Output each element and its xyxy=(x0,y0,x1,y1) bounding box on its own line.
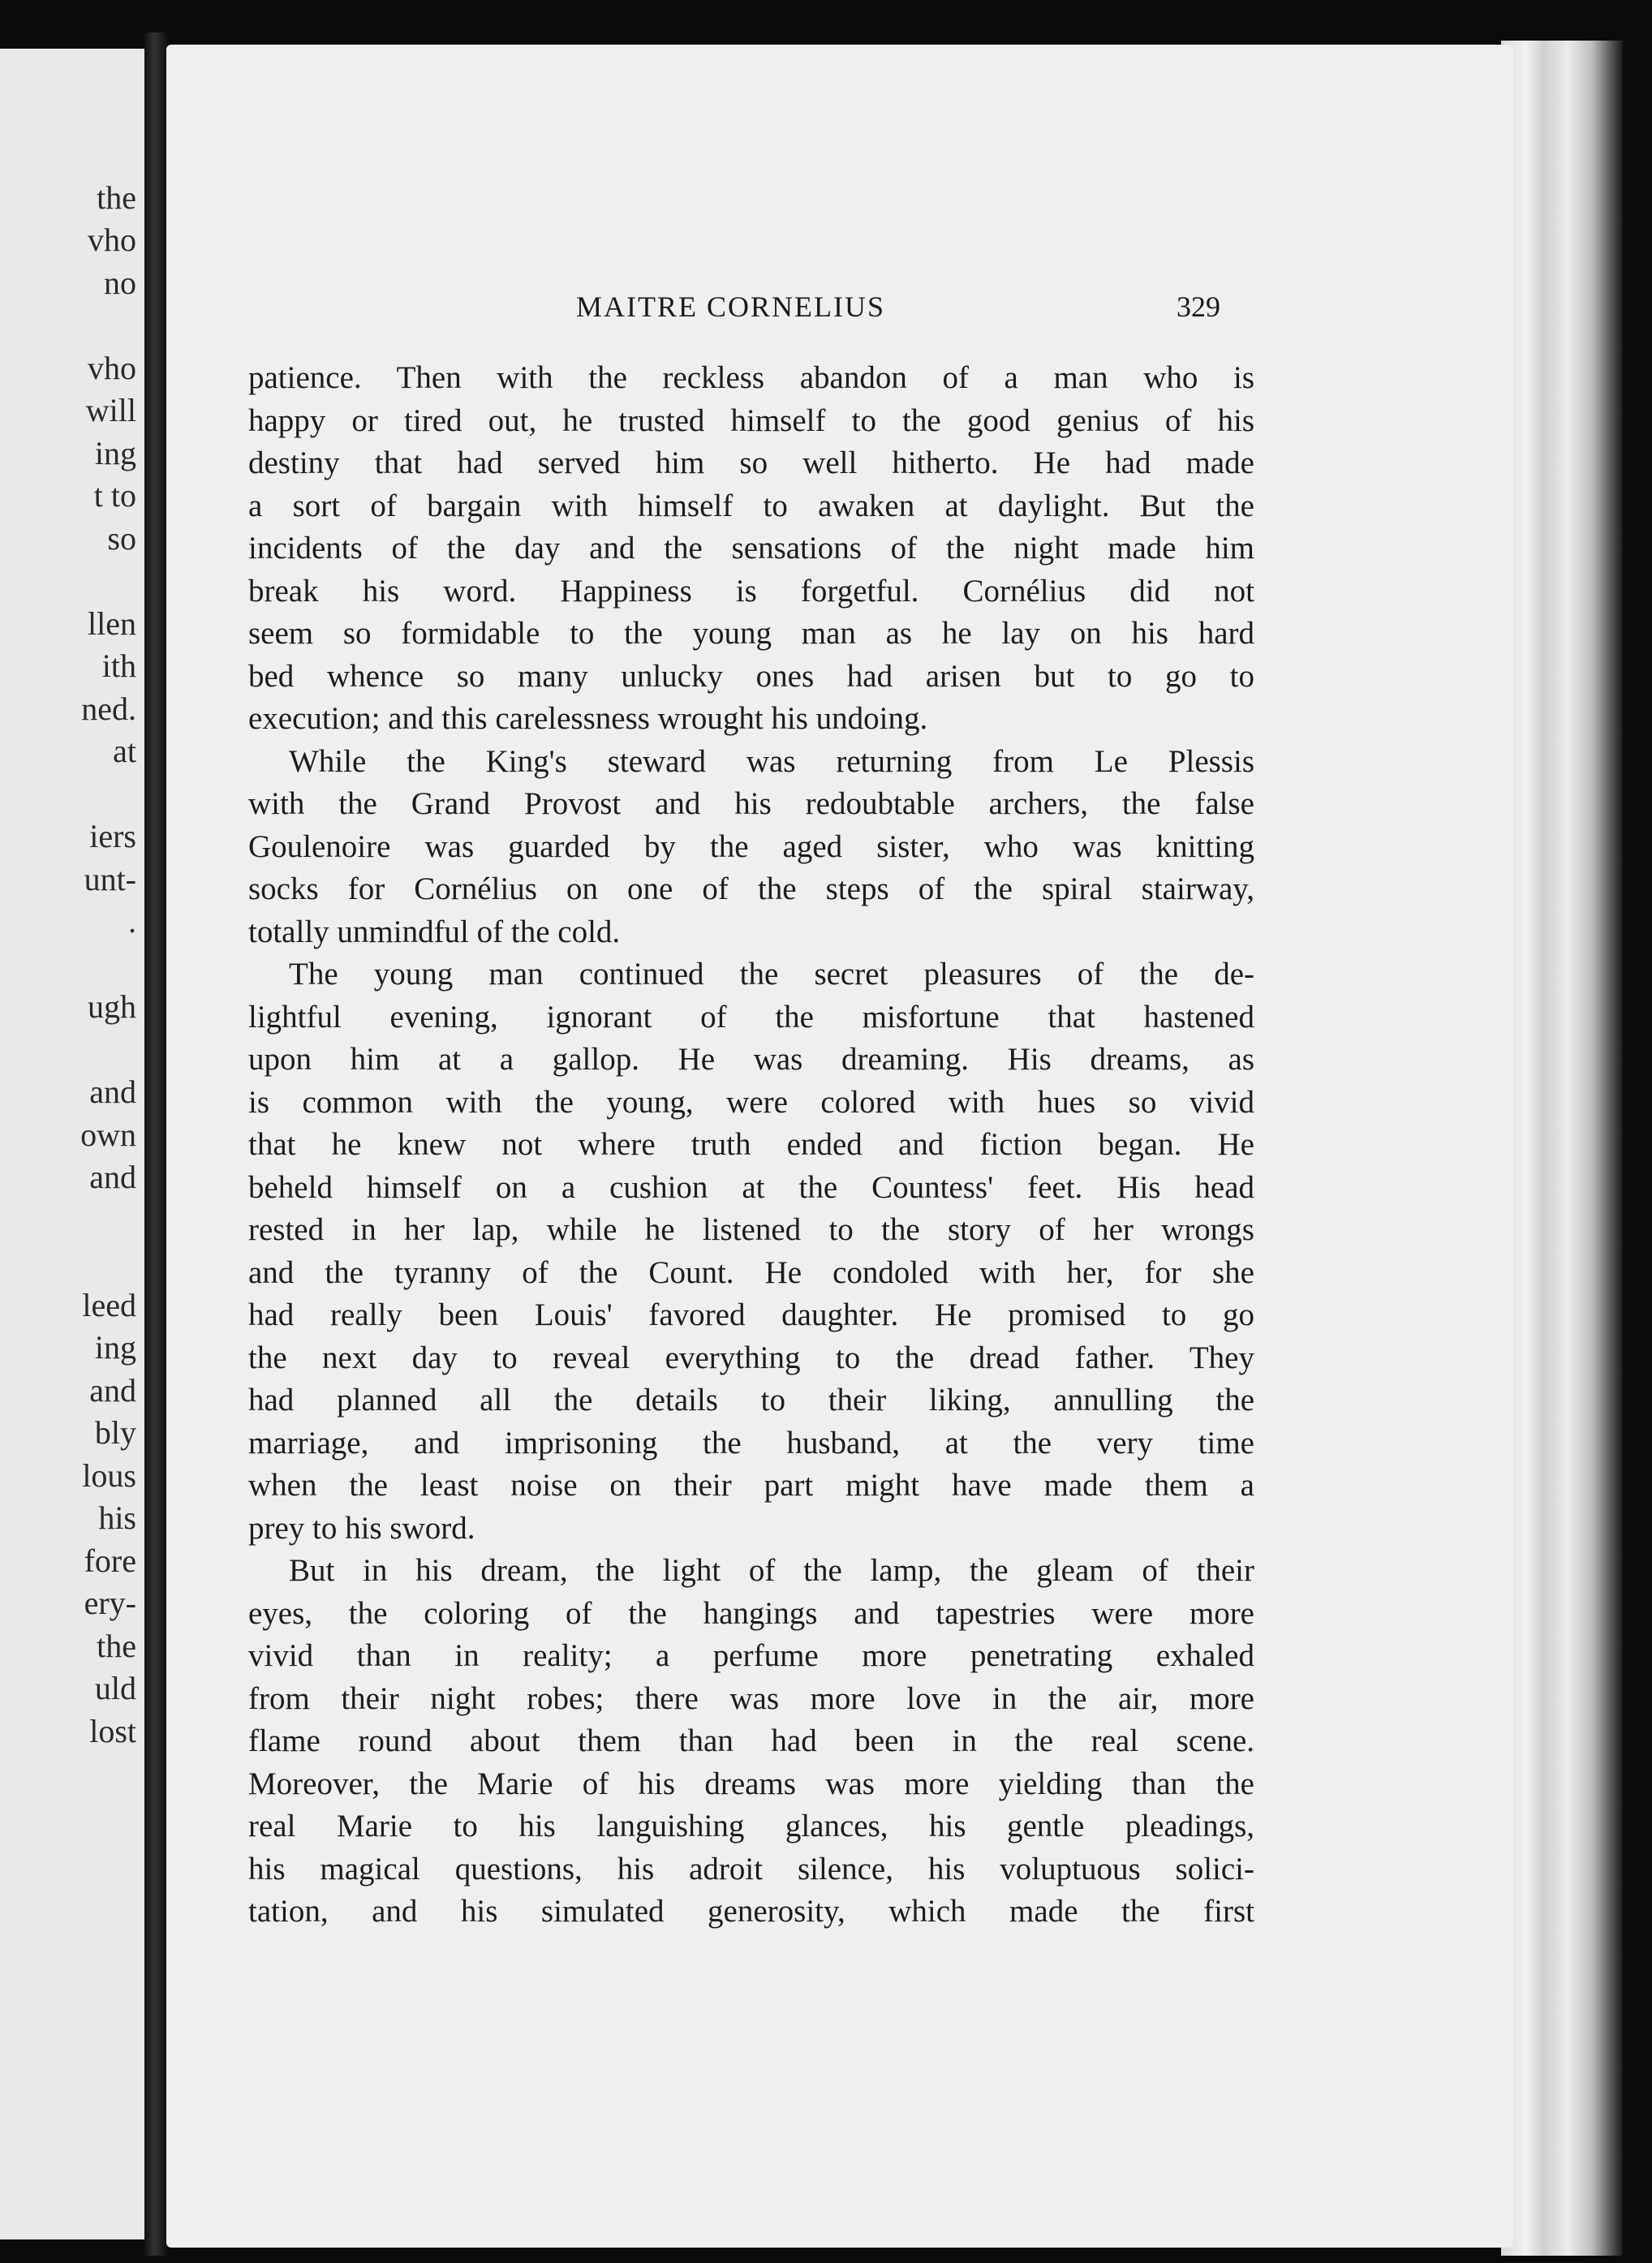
left-fragment: ith xyxy=(101,647,136,684)
left-fragment: own xyxy=(80,1116,136,1153)
text-line: from their night robes; there was more love in the air, more xyxy=(248,1680,1254,1716)
text-line: destiny that had served him so well hitherto. He had made xyxy=(248,445,1254,480)
text-line: upon him at a gallop. He was dreaming. His dreams, as xyxy=(248,1042,1254,1077)
text-line: totally unmindful of the cold. xyxy=(248,914,621,949)
left-fragment xyxy=(0,944,136,987)
left-fragment: at xyxy=(113,733,136,769)
text-line: marriage, and imprisoning the husband, at the very time xyxy=(248,1425,1254,1461)
left-fragment xyxy=(0,1029,136,1072)
text-line: and the tyranny of the Count. He condoled with her, for she xyxy=(248,1254,1254,1290)
left-fragment: ing xyxy=(94,1329,136,1366)
text-line: eyes, the coloring of the hangings and tapestries were more xyxy=(248,1595,1254,1631)
page-edges xyxy=(1501,41,1623,2256)
left-fragment: the xyxy=(97,1627,136,1664)
left-fragment xyxy=(0,134,136,177)
text-line: his magical questions, his adroit silence, his voluptuous solici- xyxy=(248,1851,1254,1887)
text-line: rested in her lap, while he listened to the story of her wrongs xyxy=(248,1212,1254,1247)
left-fragment: . xyxy=(128,903,136,940)
left-fragment: bly xyxy=(94,1414,136,1451)
text-line: But in his dream, the light of the lamp, the gleam of their xyxy=(289,1553,1254,1588)
left-fragment: unt- xyxy=(84,860,136,897)
left-fragment: will xyxy=(85,392,136,428)
left-fragment: leed xyxy=(82,1286,136,1323)
text-line: lightful evening, ignorant of the misfortune that hastened xyxy=(248,999,1254,1035)
text-line: prey to his sword. xyxy=(248,1510,475,1546)
text-line: the next day to reveal everything to the dread father. They xyxy=(248,1340,1254,1375)
left-fragment: and xyxy=(89,1159,136,1195)
adjacent-left-page xyxy=(0,49,144,2239)
left-fragment xyxy=(0,773,136,816)
left-fragment: and xyxy=(89,1073,136,1110)
text-line: tation, and his simulated generosity, which made the first xyxy=(248,1894,1254,1929)
left-fragment xyxy=(0,49,136,92)
left-fragment: fore xyxy=(84,1542,136,1579)
left-fragment xyxy=(0,1241,136,1284)
left-fragment: llen xyxy=(88,604,136,642)
left-page-text-fragments xyxy=(0,49,136,1753)
text-line: While the King's steward was returning from Le Plessis xyxy=(289,743,1254,779)
text-line: happy or tired out, he trusted himself to the good genius of his xyxy=(248,402,1254,438)
text-line: when the least noise on their part might have made them a xyxy=(248,1468,1254,1503)
left-fragment xyxy=(0,560,136,603)
text-line: is common with the young, were colored with hues so vivid xyxy=(248,1084,1254,1120)
text-line: flame round about them than had been in the real scene. xyxy=(248,1723,1254,1758)
text-line: vivid than in reality; a perfume more penetrating exhaled xyxy=(248,1638,1254,1673)
text-line: had planned all the details to their liking, annulling the xyxy=(248,1383,1254,1418)
left-fragment: no xyxy=(104,264,136,301)
page-number: 329 xyxy=(1177,290,1220,323)
text-line: with the Grand Provost and his redoubtable archers, the false xyxy=(248,786,1254,821)
text-line: seem so formidable to the young man as he lay on his hard xyxy=(248,616,1254,651)
text-line: beheld himself on a cushion at the Countess' feet. His head xyxy=(248,1169,1254,1205)
left-fragment: so xyxy=(107,519,136,557)
text-line: socks for Cornélius on one of the steps of the spiral stairway, xyxy=(248,871,1254,906)
text-line: that he knew not where truth ended and fiction began. He xyxy=(248,1127,1254,1162)
book-page xyxy=(166,45,1513,2248)
left-fragment: lous xyxy=(82,1456,136,1494)
text-line: a sort of bargain with himself to awaken at daylight. But the xyxy=(248,488,1254,523)
left-fragment: ned. xyxy=(81,690,136,727)
text-line: bed whence so many unlucky ones had arisen but to go to xyxy=(248,658,1254,694)
text-line: patience. Then with the reckless abandon of a man who is xyxy=(248,360,1254,395)
left-fragment: iers xyxy=(89,818,136,854)
left-fragment: his xyxy=(98,1499,136,1536)
text-line: execution; and this carelessness wrought his undoing. xyxy=(248,701,928,736)
text-line: Moreover, the Marie of his dreams was more yielding than the xyxy=(248,1766,1254,1801)
left-fragment: vho xyxy=(88,222,136,258)
left-fragment: lost xyxy=(89,1712,136,1749)
left-fragment: the xyxy=(97,179,136,216)
left-fragment xyxy=(0,92,136,135)
text-line: Goulenoire was guarded by the aged sister, who was knitting xyxy=(248,828,1254,864)
running-head xyxy=(166,290,1513,330)
left-fragment xyxy=(0,1199,136,1242)
text-line: real Marie to his languishing glances, his gentle pleadings, xyxy=(248,1809,1254,1844)
running-title: MAITRE CORNELIUS xyxy=(576,290,885,323)
left-fragment: ugh xyxy=(88,988,136,1025)
left-fragment: vho xyxy=(88,349,136,386)
left-fragment: uld xyxy=(94,1670,136,1706)
book-gutter xyxy=(144,32,169,2256)
text-line: break his word. Happiness is forgetful. Cornélius did not xyxy=(248,573,1254,609)
left-fragment: ery- xyxy=(84,1585,136,1621)
text-line: incidents of the day and the sensations of the night made him xyxy=(248,531,1254,566)
left-fragment: ing xyxy=(94,434,136,471)
left-fragment: and xyxy=(89,1371,136,1409)
text-line: had really been Louis' favored daughter. He promised to go xyxy=(248,1297,1254,1332)
text-line: The young man continued the secret pleasures of the de- xyxy=(289,957,1254,992)
body-text xyxy=(248,357,1254,1934)
left-fragment: t to xyxy=(93,477,136,514)
left-fragment xyxy=(0,304,136,347)
